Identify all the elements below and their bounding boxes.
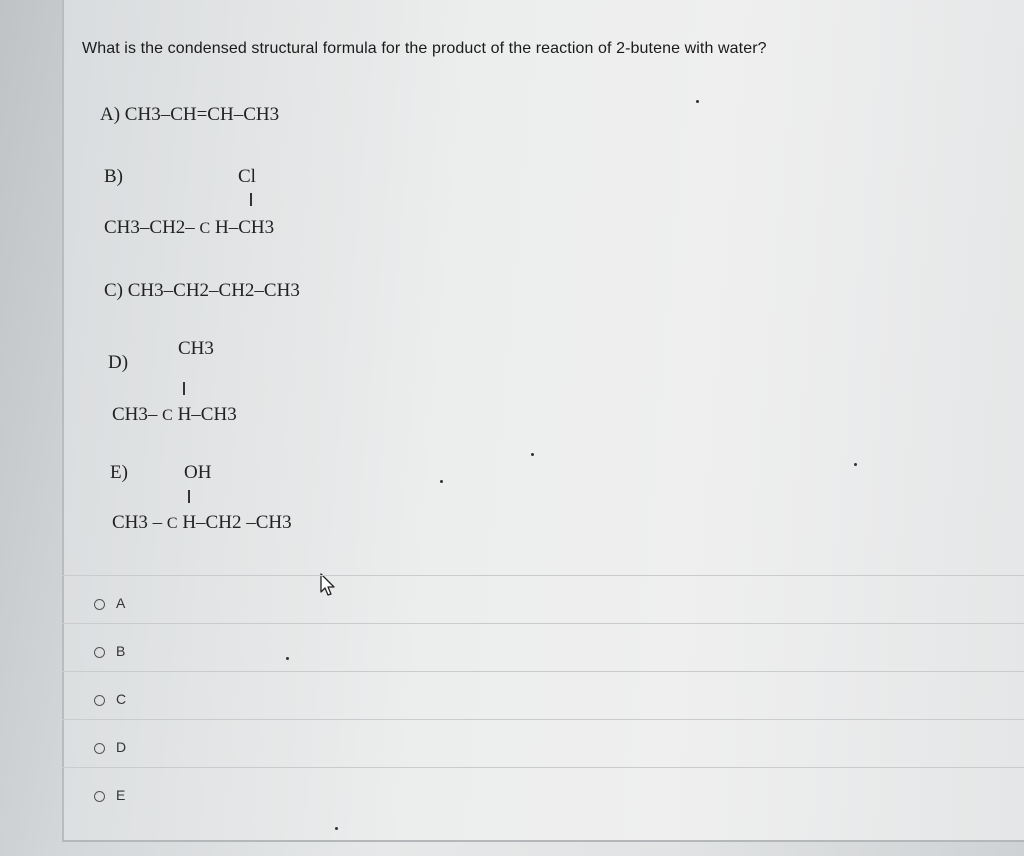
choice-d-chain-left: CH3– xyxy=(112,404,158,425)
option-d-row[interactable] xyxy=(62,719,1024,767)
choice-d-main-chain xyxy=(112,404,237,426)
option-d-label[interactable]: D xyxy=(116,739,127,755)
radio-button-icon[interactable] xyxy=(94,743,105,754)
option-c-row[interactable] xyxy=(62,671,1024,719)
dust-speck xyxy=(440,480,443,483)
option-e-row[interactable] xyxy=(62,767,1024,815)
dust-speck xyxy=(696,100,699,103)
option-b-row[interactable] xyxy=(62,623,1024,671)
question-text: What is the condensed structural formula for the product of the reaction of 2-butene with water? xyxy=(82,40,767,57)
choice-c-formula: C) CH3–CH2–CH2–CH3 xyxy=(104,280,300,301)
option-b-label[interactable]: B xyxy=(116,643,126,659)
radio-button-icon[interactable] xyxy=(94,599,105,610)
choice-b-main-chain xyxy=(104,217,274,239)
radio-button-icon[interactable] xyxy=(94,791,105,802)
dust-speck xyxy=(531,453,534,456)
choice-e-label: E) xyxy=(110,462,128,483)
choice-b-bond xyxy=(250,193,252,206)
choice-e-chain-carbon: C xyxy=(166,515,178,532)
choice-e-chain-right: H–CH2 –CH3 xyxy=(182,512,292,533)
choice-d-chain-carbon: C xyxy=(162,407,173,424)
choice-d-chain-right: H–CH3 xyxy=(177,404,237,425)
dust-speck xyxy=(854,463,857,466)
choice-b-chain-right: H–CH3 xyxy=(214,217,275,238)
choice-b-label: B) xyxy=(104,166,123,187)
choice-b-substituent: Cl xyxy=(238,166,256,187)
choice-e-substituent: OH xyxy=(184,462,212,483)
choice-e-main-chain xyxy=(112,512,292,534)
option-c-label[interactable]: C xyxy=(116,691,127,707)
choice-b-chain-left: CH3–CH2– xyxy=(104,217,195,238)
answer-options xyxy=(62,575,1024,815)
radio-button-icon[interactable] xyxy=(94,647,105,658)
choice-d-substituent: CH3 xyxy=(178,338,214,359)
choice-e-bond xyxy=(188,490,190,503)
radio-button-icon[interactable] xyxy=(94,695,105,706)
dust-speck xyxy=(335,827,338,830)
dust-speck xyxy=(286,657,289,660)
option-a-label[interactable]: A xyxy=(116,595,126,611)
option-e-label[interactable]: E xyxy=(116,787,126,803)
choice-b-chain-carbon: C xyxy=(199,220,211,237)
choice-d-bond xyxy=(183,382,185,395)
choice-a-formula: A) CH3–CH=CH–CH3 xyxy=(100,104,280,125)
option-a-row[interactable] xyxy=(62,575,1024,623)
choice-d-label: D) xyxy=(108,352,129,373)
choice-e-chain-left: CH3 – xyxy=(112,512,163,533)
